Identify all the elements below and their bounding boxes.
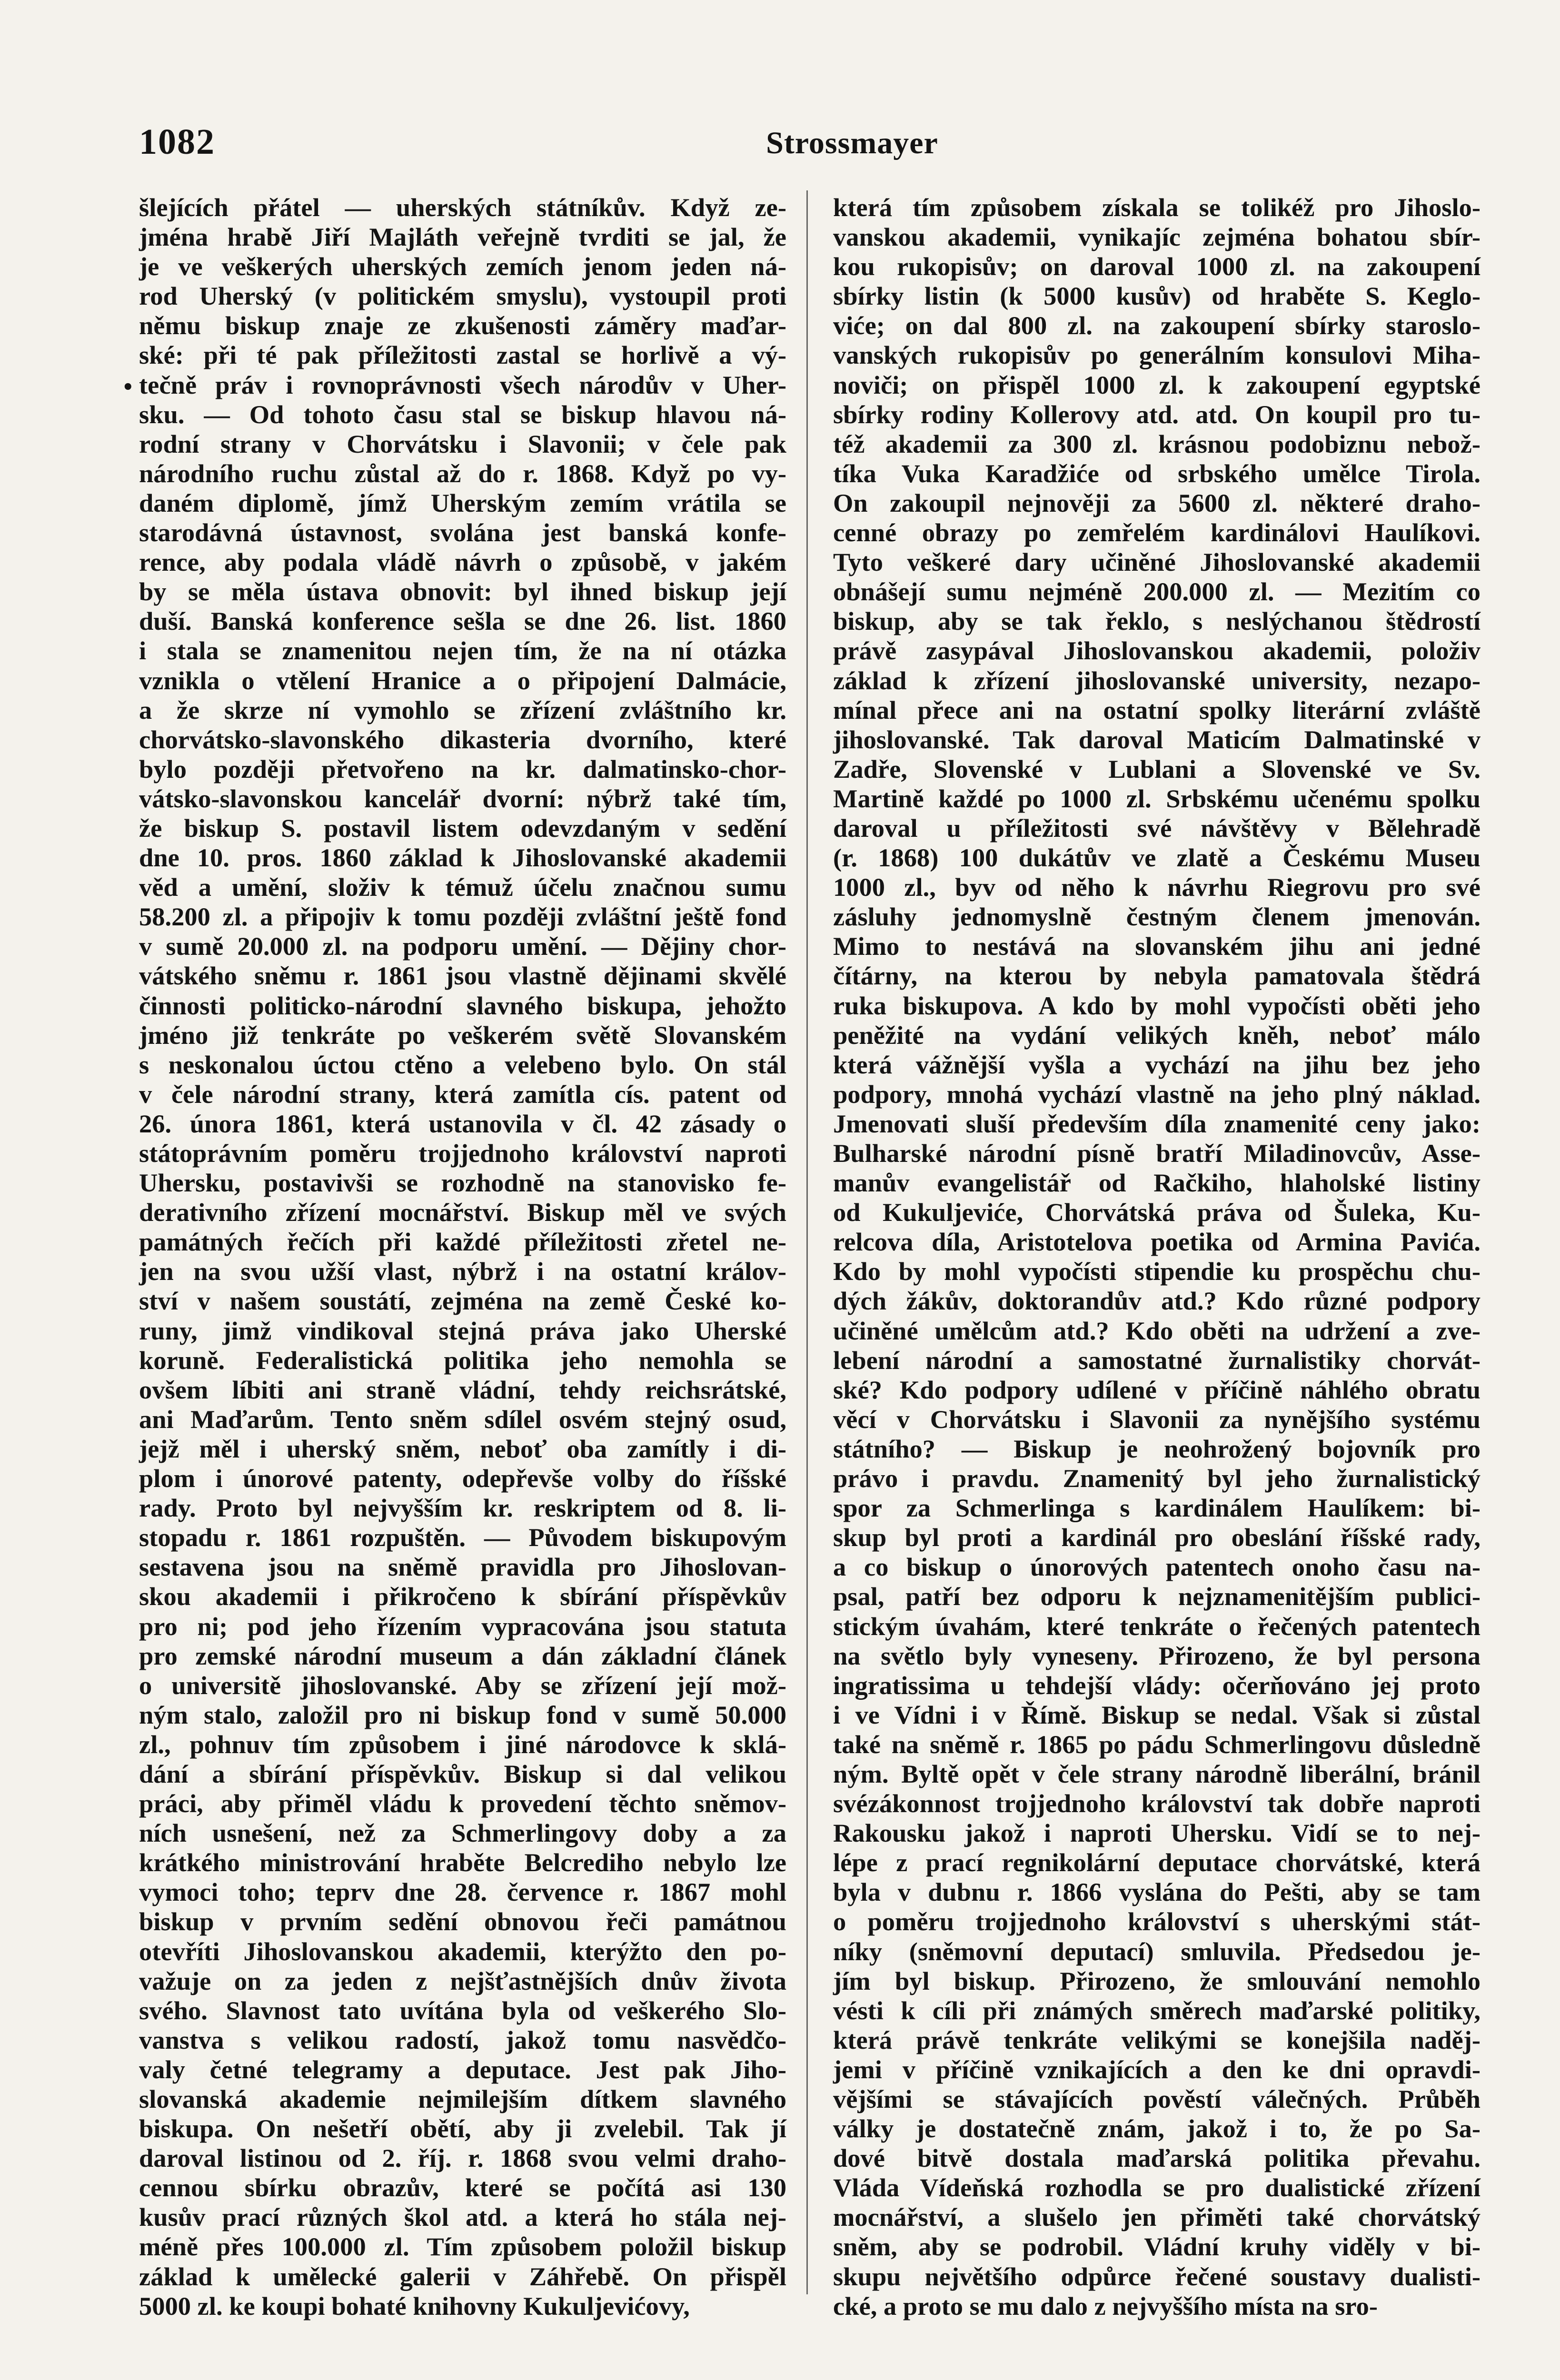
left-column-line: ovšem líbiti ani straně vládní, tehdy reichsrátské, bbox=[139, 1375, 786, 1404]
left-column-line: zl., pohnuv tím způsobem i jiné národovce k sklá- bbox=[139, 1729, 786, 1759]
right-column-line: níky (sněmovní deputací) smluvila. Předsedou je- bbox=[833, 1936, 1481, 1966]
left-column-line: sku. — Od tohoto času stal se biskup hlavou ná- bbox=[139, 399, 786, 429]
right-column-line: od Kukuljeviće, Chorvátská práva od Šuleka, Ku- bbox=[833, 1198, 1481, 1227]
left-column-line: sestavena jsou na sněmě pravidla pro Jihoslovan- bbox=[139, 1552, 786, 1582]
right-column-line: lebení národní a samostatné žurnalistiky chorvát- bbox=[833, 1345, 1481, 1375]
right-column-line: věcí v Chorvátsku i Slavonii za nynějšího systému bbox=[833, 1404, 1481, 1434]
right-column-line: jihoslovanské. Tak daroval Maticím Dalmatinské v bbox=[833, 724, 1481, 754]
left-column-line: cennou sbírku obrazův, které se počítá asi 130 bbox=[139, 2173, 786, 2202]
left-column-line: jen na svou užší vlast, nýbrž i na ostatní králov- bbox=[139, 1257, 786, 1286]
left-column-line: ství v našem soustátí, zejména na země České ko- bbox=[139, 1286, 786, 1316]
right-column-line: relcova díla, Aristotelova poetika od Armina Pavića. bbox=[833, 1227, 1481, 1257]
right-column-line: vésti k cíli při známých směrech maďarské politiky, bbox=[833, 1995, 1481, 2025]
right-column-line: sbírky listin (k 5000 kusův) od hraběte S. Keglo- bbox=[833, 281, 1481, 311]
left-column-line: státoprávním poměru trojjednoho království naproti bbox=[139, 1139, 786, 1168]
right-column-line: stickým úvahám, které tenkráte o řečených patentech bbox=[833, 1611, 1481, 1641]
left-column-line: vanstva s velikou radostí, jakož tomu nasvědčo- bbox=[139, 2025, 786, 2054]
left-column-line: rodní strany v Chorvátsku i Slavonii; v čele pak bbox=[139, 429, 786, 458]
right-column-line: a co biskup o únorových patentech onoho času na- bbox=[833, 1552, 1481, 1582]
right-column-line: také na sněmě r. 1865 po pádu Schmerlingovu důsledně bbox=[833, 1729, 1481, 1759]
right-column-line: podpory, mnohá vychází vlastně na jeho plný náklad. bbox=[833, 1079, 1481, 1109]
right-column-line: vanských rukopisův po generálním konsulovi Miha- bbox=[833, 340, 1481, 370]
right-column-line: biskup, aby se tak řeklo, s neslýchanou štědrostí bbox=[833, 606, 1481, 636]
right-column-line: tíka Vuka Karadžiće od srbského umělce Tirola. bbox=[833, 458, 1481, 488]
left-column-line: chorvátsko-slavonského dikasteria dvorního, které bbox=[139, 724, 786, 754]
left-column-line: biskup v prvním sedění obnovou řeči památnou bbox=[139, 1907, 786, 1936]
left-column-line: jméno již tenkráte po veškerém světě Slovanském bbox=[139, 1020, 786, 1050]
left-column-line: i stala se znamenitou nejen tím, že na ní otázka bbox=[139, 636, 786, 665]
right-column-line: která vážnější vyšla a vychází na jihu bez jeho bbox=[833, 1050, 1481, 1079]
right-column-line: jím byl biskup. Přirozeno, že smlouvání nemohlo bbox=[833, 1966, 1481, 1995]
right-column-line: (r. 1868) 100 dukátův ve zlatě a Českému Museu bbox=[833, 843, 1481, 873]
left-column-line: stopadu r. 1861 rozpuštěn. — Původem biskupovým bbox=[139, 1523, 786, 1552]
left-column-line: kusův prací různých škol atd. a která ho stála nej- bbox=[139, 2202, 786, 2232]
left-column-line: v čele národní strany, která zamítla cís. patent od bbox=[139, 1079, 786, 1109]
left-column-line: rod Uherský (v politickém smyslu), vystoupil proti bbox=[139, 281, 786, 311]
right-column-line: spor za Schmerlinga s kardinálem Haulíkem: bi- bbox=[833, 1493, 1481, 1523]
right-column-line: dých žákův, doktorandův atd.? Kdo různé podpory bbox=[833, 1286, 1481, 1316]
left-column-line: ani Maďarům. Tento sněm sdílel osvém stejný osud, bbox=[139, 1404, 786, 1434]
right-column-line: čítárny, na kterou by nebyla pamatovala štědrá bbox=[833, 961, 1481, 991]
left-column-line: s neskonalou úctou ctěno a velebeno bylo. On stál bbox=[139, 1050, 786, 1079]
left-column-line: 5000 zl. ke koupi bohaté knihovny Kukuljevićovy, bbox=[139, 2291, 690, 2320]
left-column-line: je ve veškerých uherských zemích jenom jeden ná- bbox=[139, 252, 786, 281]
right-column-line: Martině každé po 1000 zl. Srbskému učenému spolku bbox=[833, 783, 1481, 813]
right-column-line: manův evangelistář od Račkiho, hlaholské listiny bbox=[833, 1168, 1481, 1198]
left-column-line: duší. Banská konference sešla se dne 26. list. 1860 bbox=[139, 606, 786, 636]
left-column-line: činnosti politicko-národní slavného biskupa, jehožto bbox=[139, 991, 786, 1020]
left-column-line: pro zemské národní museum a dán základní článek bbox=[139, 1641, 786, 1670]
right-column-line: na světlo byly vyneseny. Přirozeno, že byl persona bbox=[833, 1641, 1481, 1670]
right-column-line: Kdo by mohl vypočísti stipendie ku prospěchu chu- bbox=[833, 1257, 1481, 1286]
left-column-line: by se měla ústava obnovit: byl ihned biskup její bbox=[139, 577, 786, 606]
left-column-line: šlejících přátel — uherských státníkův. Když ze- bbox=[139, 193, 786, 222]
right-column-line: která tím způsobem získala se tolikéž pro Jihoslo- bbox=[833, 193, 1481, 222]
right-column-line: svézákonnost trojjednoho království tak dobře naproti bbox=[833, 1789, 1481, 1818]
right-column-line: Zadře, Slovenské v Lublani a Slovenské ve Sv. bbox=[833, 754, 1481, 783]
right-column-line: cenné obrazy po zemřelém kardinálovi Haulíkovi. bbox=[833, 518, 1481, 547]
left-column-line: dání a sbírání příspěvkův. Biskup si dal velikou bbox=[139, 1759, 786, 1788]
right-column-line: války je dostatečně znám, jakož i to, že po Sa- bbox=[833, 2114, 1481, 2143]
left-column-line: slovanská akademie nejmilejším dítkem slavného bbox=[139, 2084, 786, 2113]
left-column-line: plom i únorové patenty, odepřevše volby do říšské bbox=[139, 1464, 786, 1493]
left-column-line: otevříti Jihoslovanskou akademii, kterýžto den po- bbox=[139, 1936, 786, 1966]
right-column-line: cké, a proto se mu dalo z nejvyššího místa na sro- bbox=[833, 2291, 1378, 2320]
left-column-line: 26. února 1861, která ustanovila v čl. 42 zásady o bbox=[139, 1109, 786, 1138]
right-column-line: státního? — Biskup je neohrožený bojovník pro bbox=[833, 1434, 1481, 1463]
left-column-line: památných řečích při každé příležitosti zřetel ne- bbox=[139, 1227, 786, 1257]
left-column-line: starodávná ústavnost, svolána jest banská konfe- bbox=[139, 518, 786, 547]
right-column-line: která právě tenkráte velikými se konejšila naděj- bbox=[833, 2025, 1481, 2054]
page-header bbox=[0, 121, 1560, 178]
left-column-line: rence, aby podala vládě návrh o způsobě, v jakém bbox=[139, 547, 786, 577]
right-column-line: obnášejí sumu nejméně 200.000 zl. — Mezitím co bbox=[833, 577, 1481, 606]
right-column-line: lépe z prací regnikolární deputace chorvátské, která bbox=[833, 1848, 1481, 1877]
right-column-line: Tyto veškeré dary učiněné Jihoslovanské akademii bbox=[833, 547, 1481, 577]
left-column-line: národního ruchu zůstal až do r. 1868. Když po vy- bbox=[139, 458, 786, 488]
left-column-line: rady. Proto byl nejvyšším kr. reskriptem od 8. li- bbox=[139, 1493, 786, 1523]
left-column-line: věd a umění, složiv k témuž účelu značnou sumu bbox=[139, 873, 786, 902]
right-column-line: viće; on dal 800 zl. na zakoupení sbírky staroslo- bbox=[833, 311, 1481, 340]
left-column-line: daném diplomě, jímž Uherským zemím vrátila se bbox=[139, 488, 786, 517]
left-column-line: daroval listinou od 2. říj. r. 1868 svou velmi draho- bbox=[139, 2143, 786, 2173]
left-column-line: základ k umělecké galerii v Záhřebě. On přispěl bbox=[139, 2261, 786, 2291]
left-column-line: jejž měl i uherský sněm, neboť oba zamítly i di- bbox=[139, 1434, 786, 1463]
right-column-line: kou rukopisův; on daroval 1000 zl. na zakoupení bbox=[833, 252, 1481, 281]
left-column-line: valy četné telegramy a deputace. Jest pak Jiho- bbox=[139, 2054, 786, 2084]
right-column-line: ingratissima u tehdejší vlády: očerňováno jej proto bbox=[833, 1670, 1481, 1700]
right-column-line: ným. Byltě opět v čele strany národně liberální, bránil bbox=[833, 1759, 1481, 1788]
left-column-line: ních usnešení, než za Schmerlingovy doby a za bbox=[139, 1818, 786, 1848]
left-column-line: vznikla o vtělení Hranice a o připojení Dalmácie, bbox=[139, 665, 786, 695]
right-column-line: právě zasypával Jihoslovanskou akademii, položiv bbox=[833, 636, 1481, 665]
right-column-line: sněm, aby se podrobil. Vládní kruhy viděly v bi- bbox=[833, 2232, 1481, 2261]
right-column-line: psal, patří bez odporu k nejznamenitějším publici- bbox=[833, 1582, 1481, 1611]
right-column bbox=[833, 193, 1481, 2321]
left-column-line: bylo později přetvořeno na kr. dalmatinsko-chor- bbox=[139, 754, 786, 783]
left-column-line: Uhersku, postavivši se rozhodně na stanovisko fe- bbox=[139, 1168, 786, 1198]
right-column-line: skupu největšího odpůrce řečené soustavy dualisti- bbox=[833, 2261, 1481, 2291]
margin-mark: • bbox=[122, 376, 134, 398]
right-column-line: zásluhy jednomyslně čestným členem jmenován. bbox=[833, 902, 1481, 932]
right-column-line: ruka biskupova. A kdo by mohl vypočísti oběti jeho bbox=[833, 991, 1481, 1020]
left-column-line: koruně. Federalistická politika jeho nemohla se bbox=[139, 1345, 786, 1375]
left-column-line: važuje on za jeden z nejšťastnějších dnův života bbox=[139, 1966, 786, 1995]
right-column-line: Mimo to nestává na slovanském jihu ani jedné bbox=[833, 932, 1481, 961]
left-column-line: vátského sněmu r. 1861 jsou vlastně dějinami skvělé bbox=[139, 961, 786, 991]
left-column-line: méně přes 100.000 zl. Tím způsobem položil biskup bbox=[139, 2232, 786, 2261]
right-column-line: noviči; on přispěl 1000 zl. k zakoupení egyptské bbox=[833, 370, 1481, 399]
right-column-line: právo i pravdu. Znamenitý byl jeho žurnalistický bbox=[833, 1464, 1481, 1493]
left-column-line: práci, aby přiměl vládu k provedení těchto sněmov- bbox=[139, 1789, 786, 1818]
left-column-line: 58.200 zl. a připojiv k tomu později zvláštní ještě fond bbox=[139, 902, 786, 932]
right-column-line: sbírky rodiny Kollerovy atd. atd. On koupil pro tu- bbox=[833, 399, 1481, 429]
left-column-line: o universitě jihoslovanské. Aby se zřízení její mož- bbox=[139, 1670, 786, 1700]
left-column-line: derativního zřízení mocnářství. Biskup měl ve svých bbox=[139, 1198, 786, 1227]
left-column-line: runy, jimž vindikoval stejná práva jako Uherské bbox=[139, 1316, 786, 1345]
left-column-line: v sumě 20.000 zl. na podporu umění. — Dějiny chor- bbox=[139, 932, 786, 961]
left-column-line: ným stalo, založil pro ni biskup fond v sumě 50.000 bbox=[139, 1700, 786, 1729]
right-column-line: 1000 zl., byv od něho k návrhu Riegrovu pro své bbox=[833, 873, 1481, 902]
left-column-line: krátkého ministrování hraběte Belcrediho nebylo lze bbox=[139, 1848, 786, 1877]
left-column-line: svého. Slavnost tato uvítána byla od veškerého Slo- bbox=[139, 1995, 786, 2025]
left-column-line: že biskup S. postavil listem odevzdaným v sedění bbox=[139, 813, 786, 843]
right-column-line: jemi v příčině vznikajících a den ke dni opravdi- bbox=[833, 2054, 1481, 2084]
right-column-line: též akademii za 300 zl. krásnou podobiznu nebož- bbox=[833, 429, 1481, 458]
right-column-line: On zakoupil nejnověji za 5600 zl. některé draho- bbox=[833, 488, 1481, 517]
left-column-line: němu biskup znaje ze zkušenosti záměry maďar- bbox=[139, 311, 786, 340]
right-column-line: Bulharské národní písně bratří Miladinovcův, Asse- bbox=[833, 1139, 1481, 1168]
right-column-line: skup byl proti a kardinál pro obeslání říšské rady, bbox=[833, 1523, 1481, 1552]
running-head: Strossmayer bbox=[766, 126, 938, 160]
left-column-line: skou akademii i přikročeno k sbírání příspěvkův bbox=[139, 1582, 786, 1611]
left-column-line: vátsko-slavonskou kancelář dvorní: nýbrž také tím, bbox=[139, 783, 786, 813]
left-column-line: biskupa. On nešetří obětí, aby ji zvelebil. Tak jí bbox=[139, 2114, 786, 2143]
right-column-line: učiněné umělcům atd.? Kdo oběti na udržení a zve- bbox=[833, 1316, 1481, 1345]
right-column-line: vanskou akademii, vynikajíc zejména bohatou sbír- bbox=[833, 222, 1481, 252]
left-column-line: jména hrabě Jiří Majláth veřejně tvrditi se jal, že bbox=[139, 222, 786, 252]
right-column-line: byla v dubnu r. 1866 vyslána do Pešti, aby se tam bbox=[833, 1877, 1481, 1907]
right-column-line: mocnářství, a slušelo jen přiměti také chorvátský bbox=[833, 2202, 1481, 2232]
right-column-line: vějšími se stávajících pověstí válečných. Průběh bbox=[833, 2084, 1481, 2113]
left-column-line: ské: při té pak příležitosti zastal se horlivě a vý- bbox=[139, 340, 786, 370]
right-column-line: daroval u příležitosti své návštěvy v Bělehradě bbox=[833, 813, 1481, 843]
left-column-line: dne 10. pros. 1860 základ k Jihoslovanské akademii bbox=[139, 843, 786, 873]
right-column-line: dové bitvě dostala maďarská politika převahu. bbox=[833, 2143, 1481, 2173]
left-column-line: a že skrze ní vymohlo se zřízení zvláštního kr. bbox=[139, 695, 786, 724]
right-column-line: mínal přece ani na ostatní spolky literární zvláště bbox=[833, 695, 1481, 724]
left-column-line: vymoci toho; teprv dne 28. července r. 1867 mohl bbox=[139, 1877, 786, 1907]
right-column-line: Rakousku jakož i naproti Uhersku. Vidí se to nej- bbox=[833, 1818, 1481, 1848]
right-column-line: základ k zřízení jihoslovanské university, nezapo- bbox=[833, 665, 1481, 695]
page-number: 1082 bbox=[139, 122, 215, 162]
left-column-line: tečně práv i rovnoprávnosti všech národův v Uher- bbox=[139, 370, 786, 399]
right-column-line: Jmenovati sluší především díla znamenité ceny jako: bbox=[833, 1109, 1481, 1138]
right-column-line: ské? Kdo podpory udílené v příčině náhlého obratu bbox=[833, 1375, 1481, 1404]
left-column-line: pro ni; pod jeho řízením vypracována jsou statuta bbox=[139, 1611, 786, 1641]
right-column-line: peněžité na vydání velikých kněh, neboť málo bbox=[833, 1020, 1481, 1050]
column-divider bbox=[806, 190, 808, 2294]
left-column bbox=[139, 193, 786, 2321]
right-column-line: i ve Vídni i v Římě. Biskup se nedal. Však si zůstal bbox=[833, 1700, 1481, 1729]
right-column-line: Vláda Vídeňská rozhodla se pro dualistické zřízení bbox=[833, 2173, 1481, 2202]
right-column-line: o poměru trojjednoho království s uherskými stát- bbox=[833, 1907, 1481, 1936]
